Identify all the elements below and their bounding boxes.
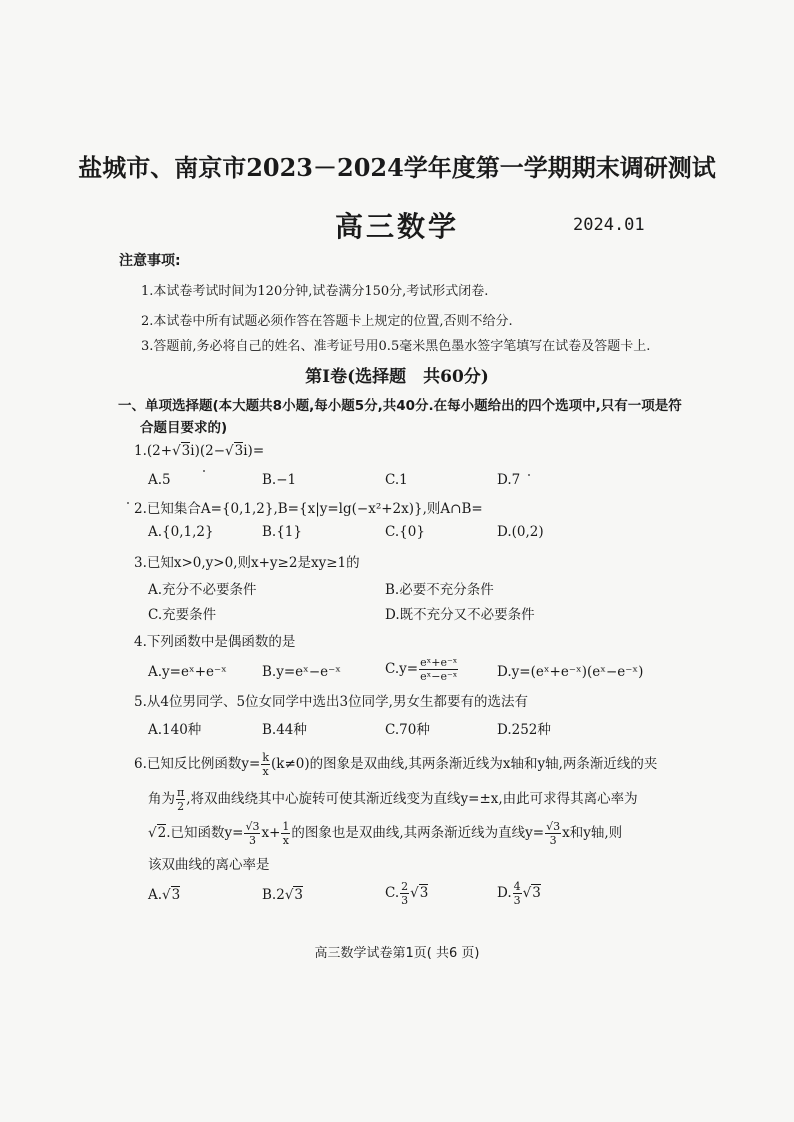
question-6-line-1: 6.已知反比例函数y= $\frac{k}{x}$ (k≠0)的图象是双曲线,其两条渐近线为x轴和y轴,两条渐近线的夹: [134, 751, 658, 778]
question-5-stem: 5.从4位男同学、5位女同学中选出3位同学,男女生都要有的选法有: [134, 694, 528, 710]
q3-option-c: C.充要条件: [148, 607, 217, 623]
subject-title: 高三数学: [334, 210, 459, 243]
q6-option-a: A.√3: [148, 887, 181, 903]
q1-option-b: B.−1: [262, 472, 297, 488]
q1-option-d: D.7: [497, 472, 521, 488]
q6-option-b: B.2√3: [262, 887, 304, 903]
q3-option-d: D.既不充分又不必要条件: [385, 607, 535, 623]
question-2-stem: 2.已知集合A={0,1,2},B={x|y=lg(−x²+2x)},则A∩B=: [134, 501, 483, 517]
page-footer: 高三数学试卷第1页( 共6 页): [314, 946, 480, 961]
section-instruction-cont: 合题目要求的): [140, 420, 228, 436]
q5-option-b: B.44种: [262, 722, 307, 738]
q4-option-c-fraction: $\frac{\text{eˣ+e⁻ˣ}}{\text{eˣ−e⁻ˣ}}$: [420, 656, 458, 683]
q5-option-a: A.140种: [148, 722, 202, 738]
q4-option-c: C.y= $\frac{\text{eˣ+e⁻ˣ}}{\text{eˣ−e⁻ˣ}}$: [385, 656, 458, 683]
q6-option-c: C. $\frac{2}{3}$ √3: [385, 880, 429, 907]
q1-option-c: C.1: [385, 472, 408, 488]
q5-option-d: D.252种: [497, 722, 551, 738]
q2-option-d: D.(0,2): [497, 524, 544, 540]
section-instruction: 一、单项选择题(本大题共8小题,每小题5分,共40分.在每小题给出的四个选项中,只有一项是符: [118, 398, 682, 414]
q4-option-a: A.y=eˣ+e⁻ˣ: [148, 664, 227, 680]
question-6-line-3: √2.已知函数y= $\frac{√3}{3}$ x+ $\frac{1}{x}$ 的图象也是双曲线,其两条渐近线为直线y= $\frac{√3}{3}$ x和y轴,则: [148, 820, 623, 847]
notice-item: 3.答题前,务必将自己的姓名、准考证号用0.5毫米黑色墨水签字笔填写在试卷及答题卡上.: [141, 339, 651, 354]
question-6-line-4: 该双曲线的离心率是: [148, 857, 270, 873]
notice-heading: 注意事项:: [119, 253, 181, 269]
q2-option-c: C.{0}: [385, 524, 425, 540]
notice-item: 2.本试卷中所有试题必须作答在答题卡上规定的位置,否则不给分.: [141, 314, 513, 329]
q3-option-a: A.充分不必要条件: [148, 582, 257, 598]
part-title: 第Ⅰ卷(选择题 共60分): [305, 367, 489, 387]
q2-option-b: B.{1}: [262, 524, 302, 540]
scan-speck: [528, 474, 530, 476]
question-3-stem: 3.已知x>0,y>0,则x+y≥2是xy≥1的: [134, 555, 360, 571]
question-4-stem: 4.下列函数中是偶函数的是: [134, 634, 296, 650]
notice-item: 1.本试卷考试时间为120分钟,试卷满分150分,考试形式闭卷.: [141, 284, 489, 299]
question-6-line-2: 角为 $\frac{\pi}{2}$ ,将双曲线绕其中心旋转可使其渐近线变为直线y=±x,由此可求得其离心率为: [148, 786, 638, 813]
q4-option-d: D.y=(eˣ+e⁻ˣ)(eˣ−e⁻ˣ): [497, 664, 644, 680]
q6-option-d: D. $\frac{4}{3}$ √3: [497, 880, 541, 907]
scan-speck: [127, 502, 129, 504]
q2-option-a: A.{0,1,2}: [148, 524, 214, 540]
q5-option-c: C.70种: [385, 722, 430, 738]
q3-option-b: B.必要不充分条件: [385, 582, 494, 598]
q4-option-b: B.y=eˣ−e⁻ˣ: [262, 664, 342, 680]
q1-option-a: A.5: [148, 472, 171, 488]
exam-date: 2024.01: [573, 215, 645, 235]
exam-title: 盐城市、南京市2023－2024学年度第一学期期末调研测试: [78, 153, 716, 182]
scan-speck: [203, 470, 205, 472]
question-1-stem: 1.(2+√3i)(2−√3i)=: [134, 443, 265, 459]
